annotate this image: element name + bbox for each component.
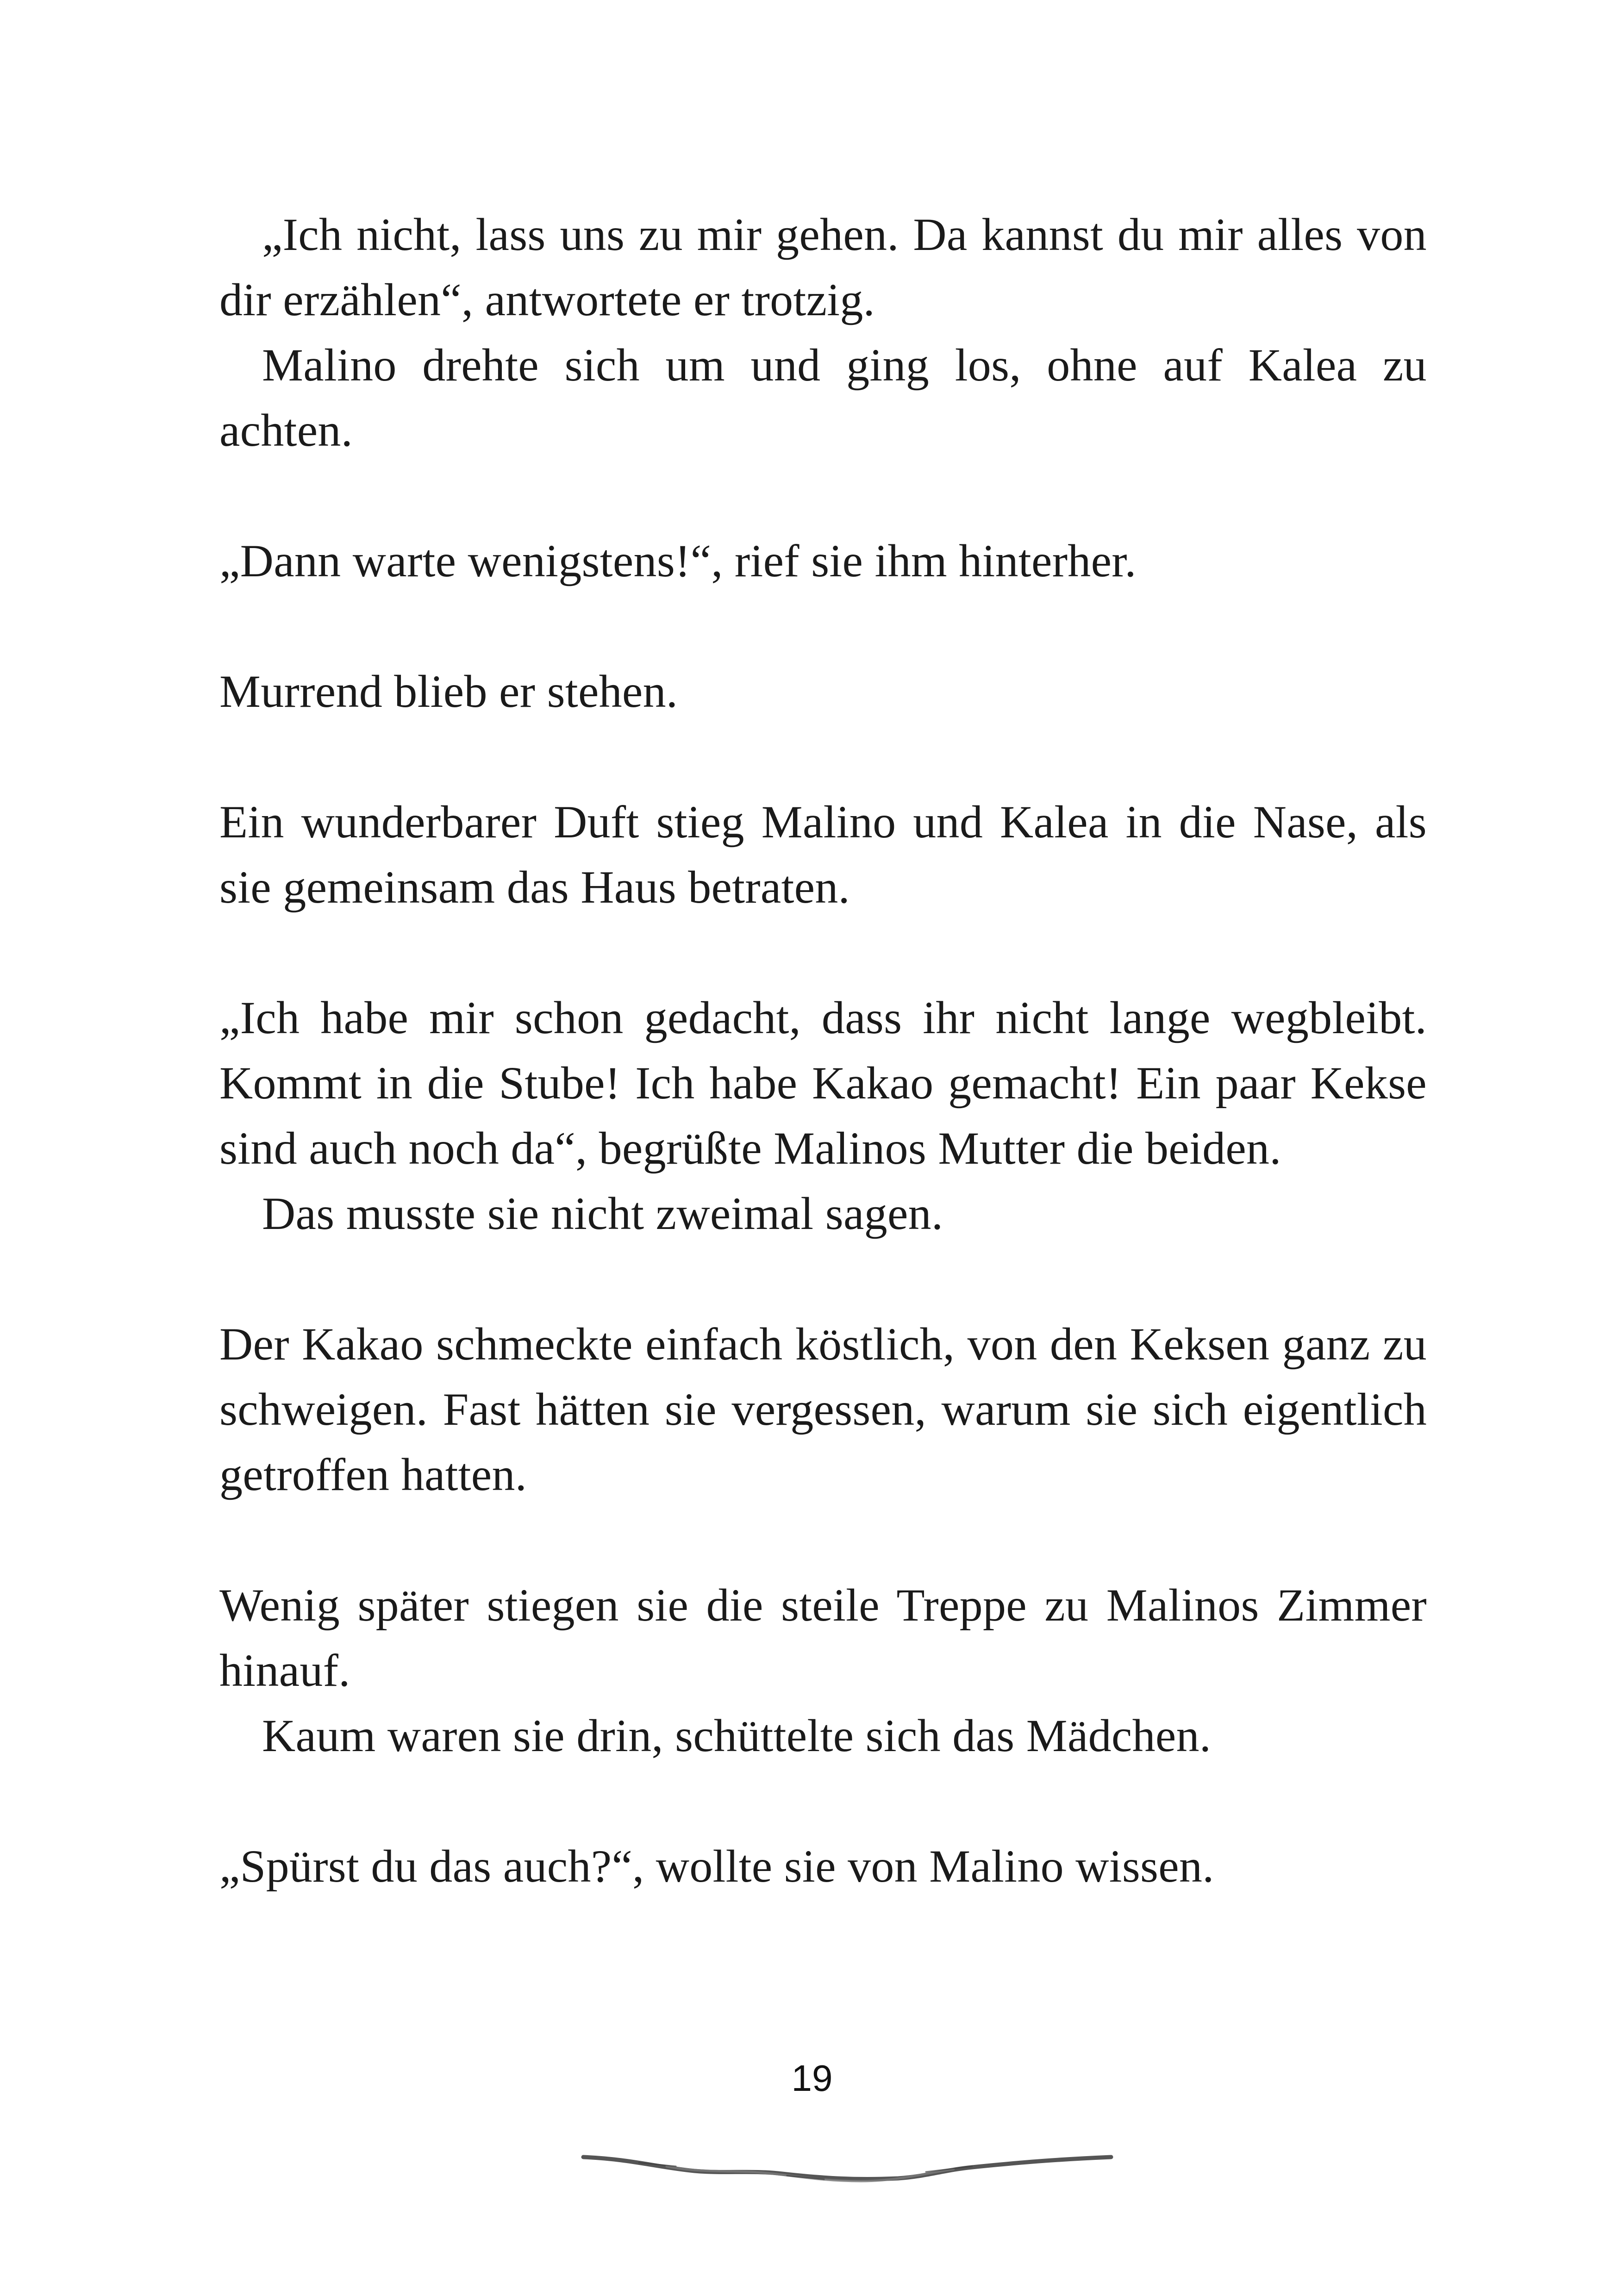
paragraph: Ein wunderbarer Duft stieg Malino und Kalea in die Nase, als sie gemeinsam das Haus betraten. [219,796,1427,913]
paragraph-gap [219,1507,1427,1572]
brushstroke-divider-icon [574,2143,1120,2194]
paragraph-gap [219,1768,1427,1834]
paragraph: „Ich nicht, lass uns zu mir gehen. Da kannst du mir alles von dir erzählen“, antwortete er trotzig. [219,209,1427,325]
paragraph-gap [219,724,1427,789]
paragraph-gap [219,1246,1427,1311]
paragraph: Wenig später stiegen sie die steile Treppe zu Malinos Zimmer hinauf. [219,1579,1427,1696]
paragraph-gap [219,463,1427,528]
body-text [219,202,1427,1899]
page-number: 19 [791,2058,833,2099]
paragraph: „Dann warte wenigstens!“, rief sie ihm hinterher. [219,535,1137,586]
paragraph: Murrend blieb er stehen. [219,666,678,717]
paragraph-gap [219,593,1427,659]
paragraph: Kaum waren sie drin, schüttelte sich das Mädchen. [262,1710,1212,1761]
paragraph: Malino drehte sich um und ging los, ohne auf Kalea zu achten. [219,339,1427,456]
paragraph-gap [219,920,1427,985]
paragraph: Das musste sie nicht zweimal sagen. [262,1188,943,1239]
paragraph: Der Kakao schmeckte einfach köstlich, von den Keksen ganz zu schweigen. Fast hätten sie vergessen, warum sie sich eigentlich getroffen hatten. [219,1318,1427,1500]
paragraph: „Spürst du das auch?“, wollte sie von Malino wissen. [219,1840,1214,1892]
paragraph: „Ich habe mir schon gedacht, dass ihr nicht lange wegbleibt. Kommt in die Stube! Ich habe Kakao gemacht! Ein paar Kekse sind auch noch da“, begrüßte Malinos Mutter die beiden. [219,992,1427,1174]
